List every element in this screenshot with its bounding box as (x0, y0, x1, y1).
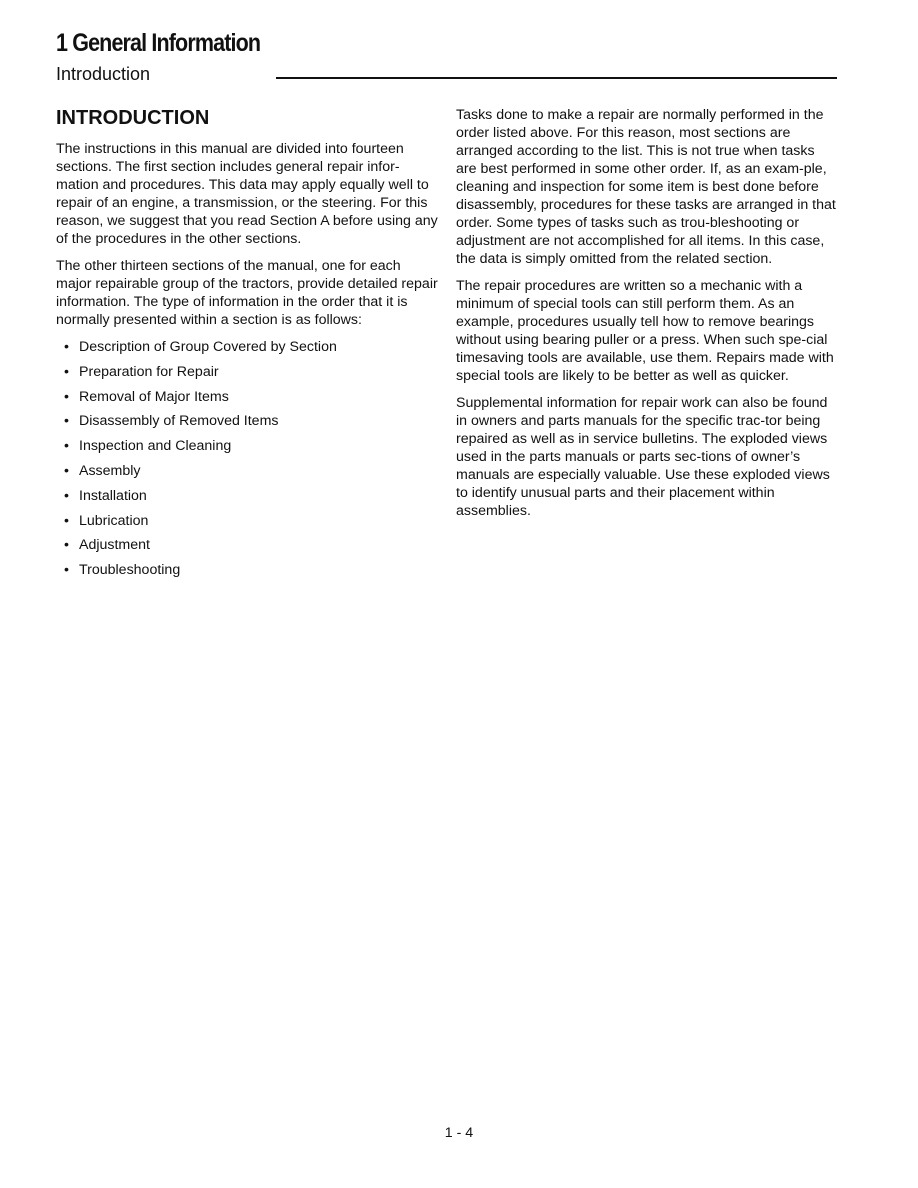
bullet-icon: • (64, 562, 69, 579)
bullet-icon: • (64, 413, 69, 430)
list-item-text: Description of Group Covered by Section (79, 339, 337, 355)
list-item-text: Installation (79, 487, 147, 504)
list-item (56, 462, 438, 487)
section-subtitle: Introduction (56, 64, 151, 84)
section-heading: INTRODUCTION (56, 107, 210, 129)
list-item (56, 412, 438, 437)
chapter-title: 1 General Information (56, 29, 261, 57)
list-item (56, 512, 438, 537)
header-rule (276, 77, 837, 79)
list-item (56, 363, 438, 388)
task-order-list (56, 338, 438, 586)
intro-paragraph: The instructions in this manual are divided into fourteen sections. The first section includes general repair infor-mation and procedures. This data may apply equally well to repair of an engine, a transmission, or the steering. For this reason, we suggest that you read Section A before using any of the procedures in the other sections. (56, 141, 438, 247)
list-item (56, 388, 438, 413)
page-number: 1 - 4 (444, 1125, 474, 1141)
left-column (56, 105, 438, 586)
right-column (456, 106, 838, 529)
list-item-text: Inspection and Cleaning (79, 438, 232, 455)
bullet-icon: • (64, 487, 69, 504)
list-item-text: Adjustment (79, 537, 150, 554)
supplemental-info-paragraph: Supplemental information for repair work can also be found in owners and parts manuals for the specific trac-tor being repaired as well as in service bulletins. The exploded views used in the parts manuals or parts sec-tions of owner’s manuals are especially valuable. Use these exploded views to identify unusual parts and their placement within assemblies. (456, 395, 830, 519)
list-item-text: Assembly (79, 462, 141, 479)
list-item (56, 561, 438, 586)
bullet-icon: • (64, 537, 69, 554)
list-item (56, 536, 438, 561)
list-item-text: Troubleshooting (79, 562, 181, 579)
bullet-icon: • (64, 438, 69, 455)
list-item (56, 338, 438, 363)
bullet-icon: • (64, 339, 69, 355)
bullet-icon: • (64, 363, 69, 380)
task-order-paragraph: Tasks done to make a repair are normally performed in the order listed above. For this reason, most sections are arranged according to the list. This is not true when tasks are best performed in some other order. If, as an exam-ple, cleaning and inspection for some item is best done before disassembly, procedures for these tasks are arranged in that order. Some types of tasks such as trou-bleshooting or adjustment are not accomplished for all items. In this case, the data is simply omitted from the related section. (456, 107, 836, 267)
list-item (56, 437, 438, 462)
list-item (56, 487, 438, 512)
bullet-icon: • (64, 388, 69, 405)
bullet-icon: • (64, 512, 69, 529)
list-item-text: Preparation for Repair (79, 363, 219, 380)
list-item-text: Disassembly of Removed Items (79, 413, 279, 430)
sections-paragraph: The other thirteen sections of the manual, one for each major repairable group of the tractors, provide detailed repair information. The type of information in the order that it is normally presented within a section is as follows: (56, 258, 438, 328)
list-item-text: Removal of Major Items (79, 388, 229, 405)
list-item-text: Lubrication (79, 512, 149, 529)
special-tools-paragraph: The repair procedures are written so a mechanic with a minimum of special tools can still perform them. As an example, procedures usually tell how to remove bearings without using bearing puller or a press. When such spe-cial timesaving tools are available, use them. Repairs made with special tools are likely to be better as well as quicker. (456, 278, 834, 384)
bullet-icon: • (64, 462, 69, 479)
